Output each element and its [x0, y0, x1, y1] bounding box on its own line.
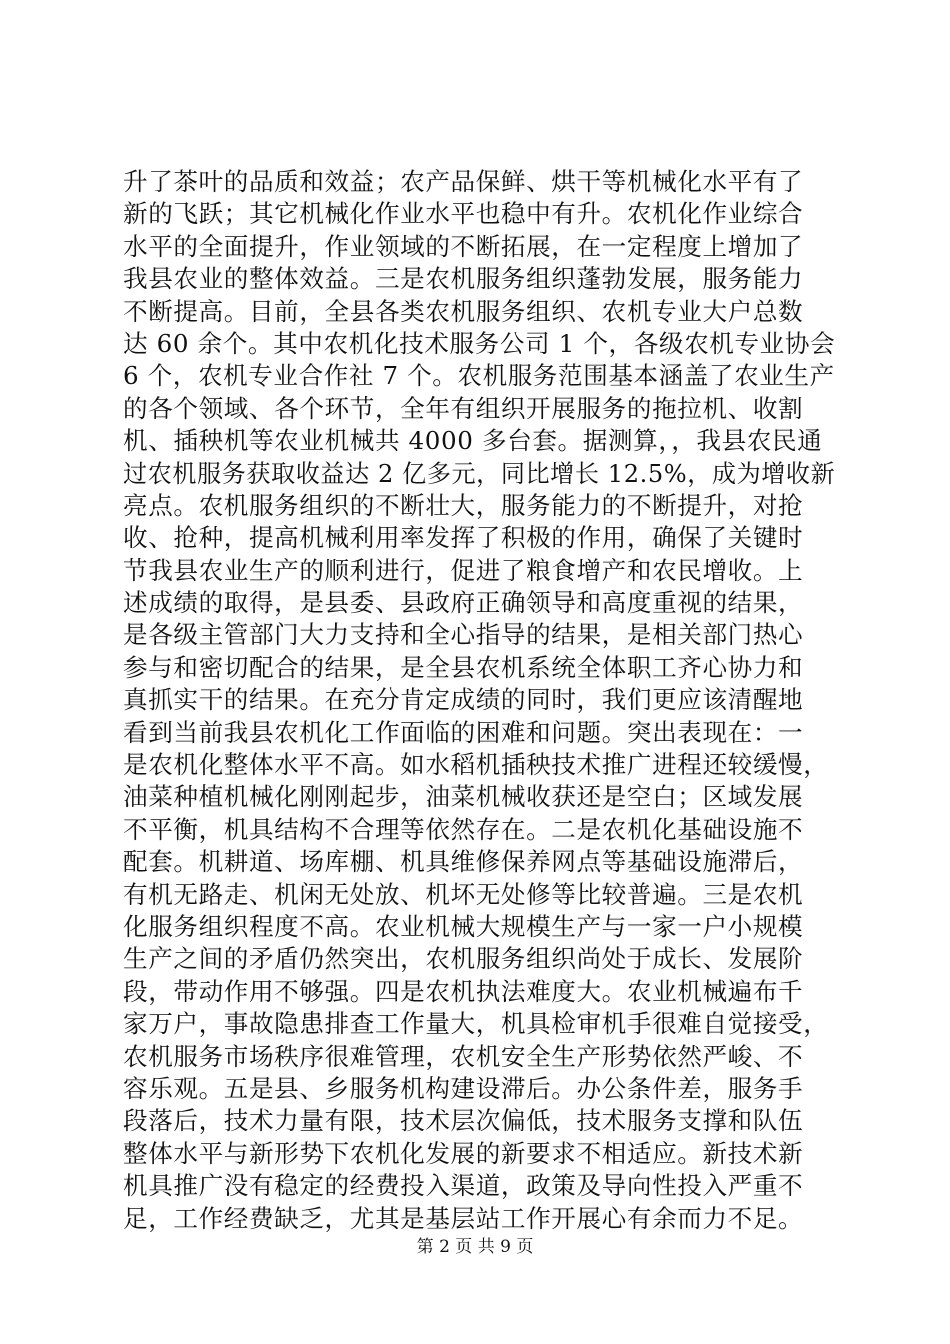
text-line: 真抓实干的结果。在充分肯定成绩的同时，我们更应该清醒地	[123, 685, 804, 715]
text-line: 段落后，技术力量有限，技术层次偏低，技术服务支撑和队伍	[123, 1106, 804, 1136]
text-line: 过农机服务获取收益达 2 亿多元，同比增长 12.5%，成为增收新	[123, 458, 836, 488]
text-line: 升了茶叶的品质和效益；农产品保鲜、烘干等机械化水平有了	[123, 167, 804, 196]
text-line: 是农机化整体水平不高。如水稻机插秧技术推广进程还较缓慢，	[123, 750, 829, 780]
text-line: 达 60 余个。其中农机化技术服务公司 1 个，各级农机专业协会	[123, 328, 836, 358]
text-line: 容乐观。五是县、乡服务机构建设滞后。办公条件差，服务手	[123, 1073, 804, 1103]
text-line: 不断提高。目前，全县各类农机服务组织、农机专业大户总数	[123, 296, 804, 326]
text-line: 足，工作经费缺乏，尤其是基层站工作开展心有余而力不足。	[123, 1203, 804, 1233]
text-line: 参与和密切配合的结果，是全县农机系统全体职工齐心协力和	[123, 652, 804, 682]
text-line: 节我县农业生产的顺利进行，促进了粮食增产和农民增收。上	[123, 555, 804, 585]
text-line: 机、插秧机等农业机械共 4000 多台套。据测算，，我县农民通	[123, 426, 823, 456]
text-line: 农机服务市场秩序很难管理，农机安全生产形势依然严峻、不	[123, 1041, 804, 1071]
text-line: 我县农业的整体效益。三是农机服务组织蓬勃发展，服务能力	[123, 264, 804, 294]
text-line: 配套。机耕道、场库棚、机具维修保养网点等基础设施滞后，	[123, 847, 804, 877]
text-line: 生产之间的矛盾仍然突出，农机服务组织尚处于成长、发展阶	[123, 944, 804, 974]
text-line: 有机无路走、机闲无处放、机坏无处修等比较普遍。三是农机	[123, 879, 804, 909]
text-line: 水平的全面提升，作业领域的不断拓展，在一定程度上增加了	[123, 231, 804, 261]
text-line: 不平衡，机具结构不合理等依然存在。二是农机化基础设施不	[123, 814, 804, 844]
text-line: 亮点。农机服务组织的不断壮大，服务能力的不断提升，对抢	[123, 490, 804, 520]
text-line: 段，带动作用不够强。四是农机执法难度大。农业机械遍布千	[123, 976, 804, 1006]
text-line: 6 个，农机专业合作社 7 个。农机服务范围基本涵盖了农业生产	[123, 361, 835, 391]
text-line: 看到当前我县农机化工作面临的困难和问题。突出表现在：一	[123, 717, 804, 747]
text-line: 家万户，事故隐患排查工作量大，机具检审机手很难自觉接受，	[123, 1009, 829, 1039]
page-number-footer: 第 2 页 共 9 页	[416, 1237, 534, 1257]
text-line: 述成绩的取得，是县委、县政府正确领导和高度重视的结果，	[123, 588, 804, 618]
text-line: 的各个领域、各个环节，全年有组织开展服务的拖拉机、收割	[123, 393, 804, 423]
text-line: 油菜种植机械化刚刚起步，油菜机械收获还是空白；区域发展	[123, 782, 804, 812]
text-line: 新的飞跃；其它机械化作业水平也稳中有升。农机化作业综合	[123, 199, 804, 229]
text-line: 化服务组织程度不高。农业机械大规模生产与一家一户小规模	[123, 911, 804, 941]
text-line: 整体水平与新形势下农机化发展的新要求不相适应。新技术新	[123, 1138, 804, 1168]
text-line: 收、抢种，提高机械利用率发挥了积极的作用，确保了关键时	[123, 523, 804, 553]
text-line: 是各级主管部门大力支持和全心指导的结果，是相关部门热心	[123, 620, 804, 650]
text-line: 机具推广没有稳定的经费投入渠道，政策及导向性投入严重不	[123, 1171, 804, 1201]
body-paragraph	[123, 166, 835, 1235]
